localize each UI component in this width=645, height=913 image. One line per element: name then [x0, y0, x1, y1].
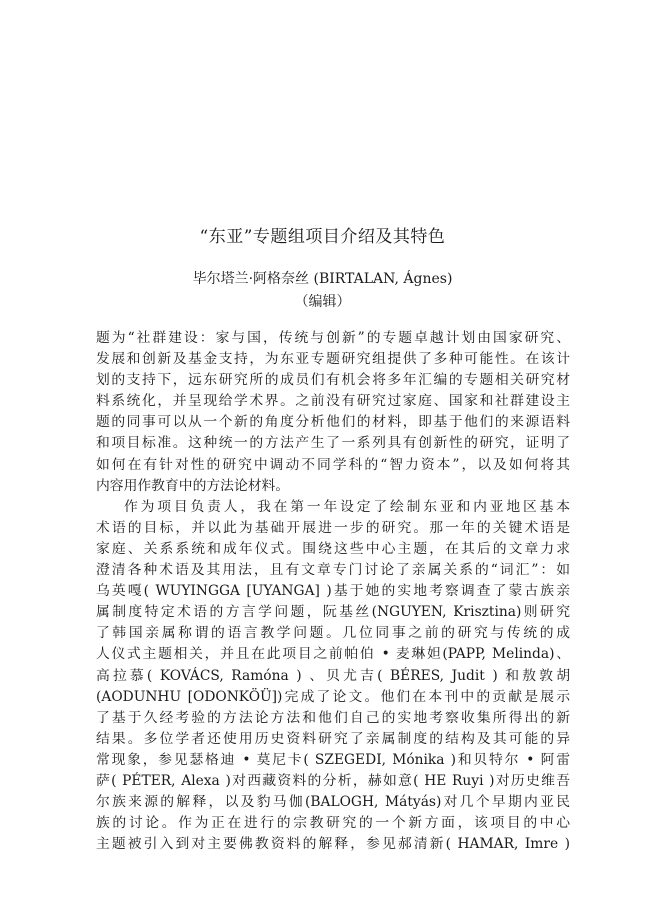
body-line: 题为“社群建设：家与国，传统与创新”的专题卓越计划由国家研究、 — [96, 330, 570, 346]
article-author: 毕尔塔兰·阿格奈丝 (BIRTALAN, Ágnes) — [192, 271, 453, 287]
body-line: 了韩国亲属称谓的语言教学问题。几位同事之前的研究与传统的成 — [96, 625, 570, 642]
body-line: 人仪式主题相关，并且在此项目之前帕伯 • 麦琳妲(PAPP, Melinda)、 — [96, 646, 570, 663]
body-line: 了基于久经考验的方法论方法和他们自己的实地考察收集所得出的新 — [96, 709, 570, 726]
body-line: 主题被引入到对主要佛教资料的解释，参见郝清新( HAMAR, Imre ) — [96, 836, 570, 853]
body-line: 家庭、关系系统和成年仪式。围绕这些中心主题，在其后的文章力求 — [96, 540, 570, 557]
body-line: 族的讨论。作为正在进行的宗教研究的一个新方面，该项目的中心 — [96, 815, 570, 832]
body-line: 和项目标准。这种统一的方法产生了一系列具有创新性的研究，证明了 — [96, 435, 570, 452]
body-line: 乌英嘎( WUYINGGA [UYANGA] )基于她的实地考察调查了蒙古族亲 — [96, 583, 570, 600]
article-title: “东亚”专题组项目介绍及其特色 — [199, 227, 446, 247]
body-line: 属制度特定术语的方言学问题，阮基丝(NGUYEN, Krisztina)则研究 — [96, 604, 570, 621]
body-line: 常现象，参见瑟格迪 • 莫尼卡( SZEGEDI, Mónika )和贝特尔 • 阿雷 — [96, 751, 570, 768]
body-line: 尔族来源的解释，以及豹马伽(BALOGH, Mátyás)对几个早期内亚民 — [96, 794, 570, 811]
article-body — [96, 328, 570, 855]
body-line: 题的同事可以从一个新的角度分析他们的材料，即基于他们的来源语料 — [96, 414, 570, 431]
body-line: 内容用作教育中的方法论材料。 — [96, 477, 290, 494]
body-line: 作为项目负责人，我在第一年设定了绘制东亚和内亚地区基本 — [124, 498, 570, 515]
body-line: 结果。多位学者还使用历史资料研究了亲属制度的结构及其可能的异 — [96, 730, 570, 747]
body-line: 如何在有针对性的研究中调动不同学科的“智力资本”，以及如何将其 — [96, 456, 570, 473]
body-line: 澄清各种术语及其用法，且有文章专门讨论了亲属关系的“词汇”：如 — [96, 562, 570, 579]
body-line: (AODUNHU [ODONKÖÜ])完成了论文。他们在本刊中的贡献是展示 — [96, 688, 570, 705]
body-line: 术语的目标，并以此为基础开展进一步的研究。那一年的关键术语是 — [96, 519, 570, 536]
body-line: 高拉慕( KOVÁCS, Ramóna ) 、贝尤吉( BÉRES, Judit ) 和敖敦胡 — [96, 667, 570, 684]
author-role: （编辑） — [294, 294, 351, 310]
body-line: 萨( PÉTER, Alexa )对西藏资料的分析，赫如意( HE Ruyi )对历史维吾 — [96, 772, 570, 789]
body-line: 料系统化，并呈现给学术界。之前没有研究过家庭、国家和社群建设主 — [96, 393, 570, 410]
body-line: 发展和创新及基金支持，为东亚专题研究组提供了多种可能性。在该计 — [96, 351, 570, 368]
body-line: 划的支持下，远东研究所的成员们有机会将多年汇编的专题相关研究材 — [96, 372, 570, 389]
